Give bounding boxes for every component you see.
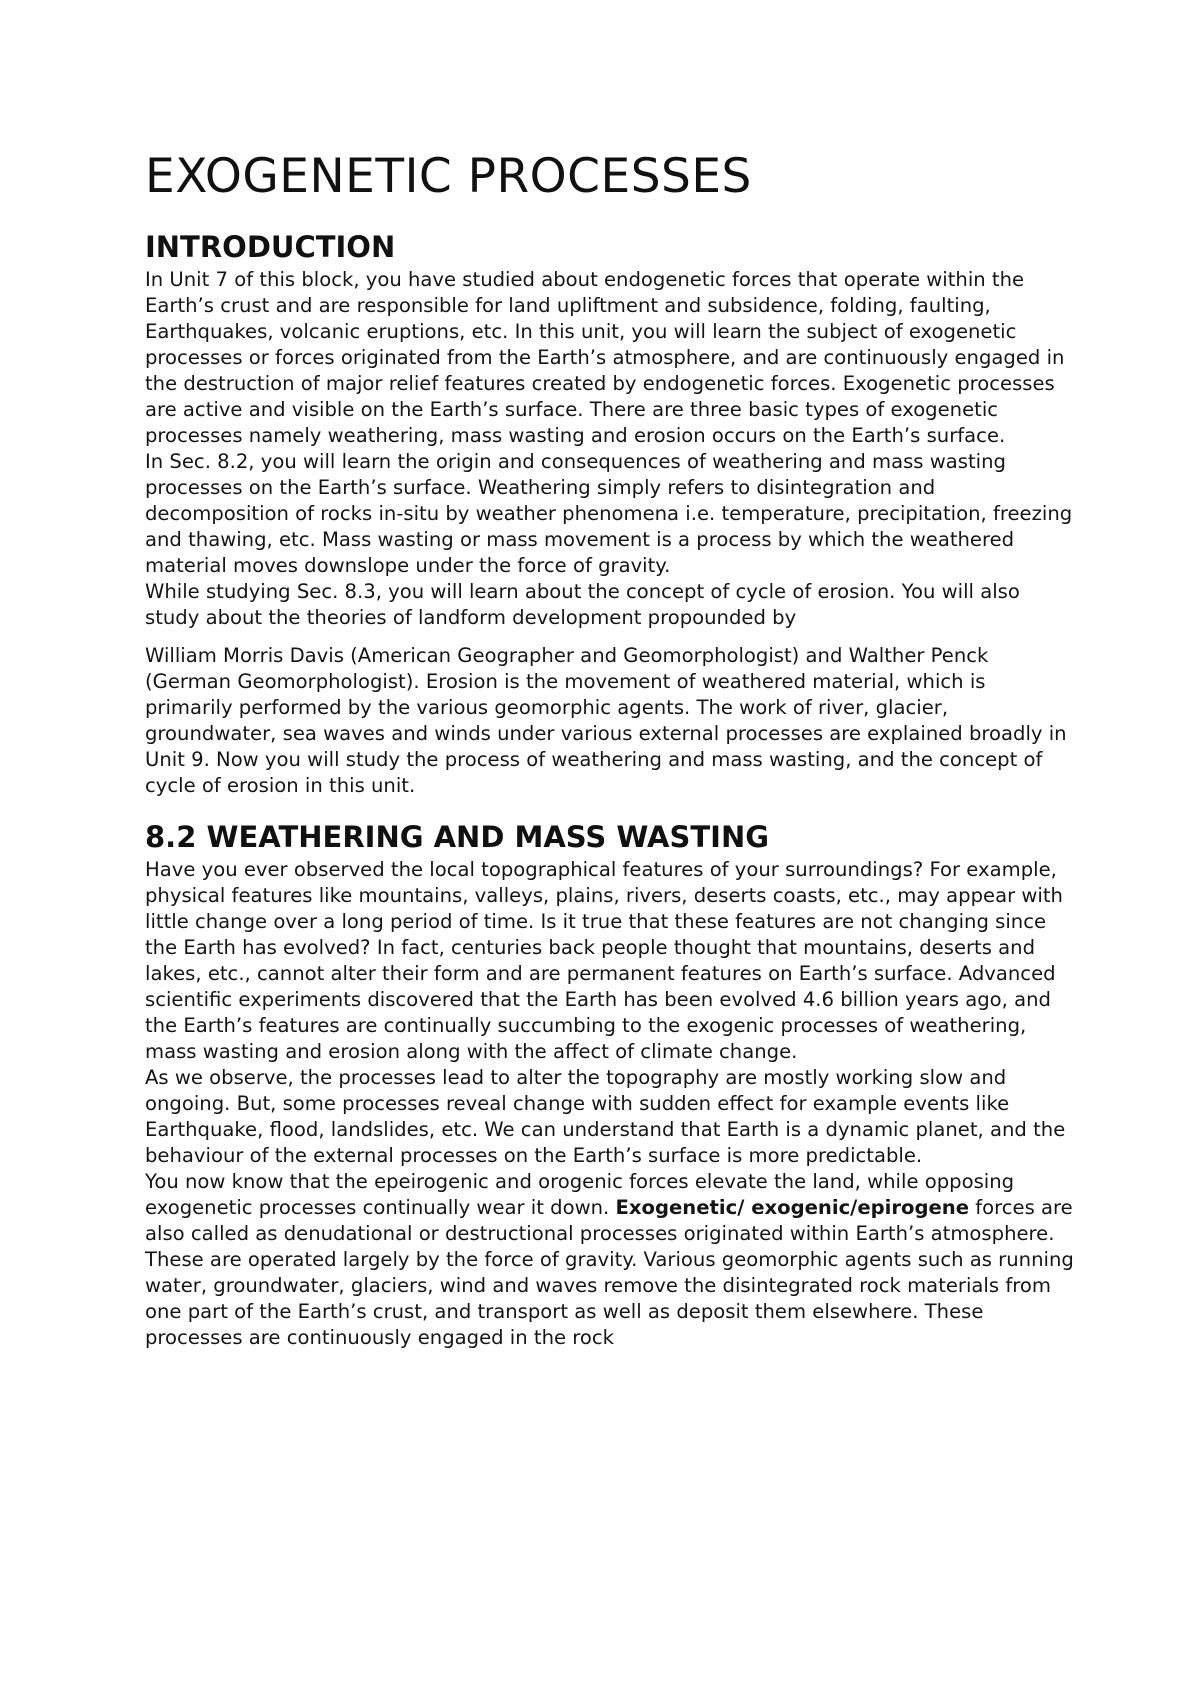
weathering-paragraph-3 (145, 1169, 1075, 1351)
section-heading-weathering: 8.2 WEATHERING AND MASS WASTING (145, 820, 770, 854)
intro-paragraph-4: William Morris Davis (American Geographer and Geomorphologist) and Walther Penck (German Geomorphologist). Erosion is the movement of weathered material, which is primarily performed by the various geomorphic agents. The work of river, glacier, groundwater, sea waves and winds under various external processes are explained broadly in Unit 9. Now you will study the process of weathering and mass wasting, and the concept of cycle of erosion in this unit. (145, 644, 1067, 797)
page-content (145, 145, 1075, 1351)
intro-paragraph-3: While studying Sec. 8.3, you will learn about the concept of cycle of erosion. You will also study about the theories of landform development propounded by (145, 580, 1020, 629)
document-title: EXOGENETIC PROCESSES (145, 149, 752, 204)
weathering-paragraph-2: As we observe, the processes lead to alter the topography are mostly working slow and ongoing. But, some processes reveal change with sudden effect for example events like Earthquake, flood, landslides, etc. We can understand that Earth is a dynamic planet, and the behaviour of the external processes on the Earth’s surface is more predictable. (145, 1066, 1066, 1167)
bold-term-exogenetic: Exogenetic/ exogenic/epirogene (615, 1196, 970, 1219)
intro-paragraph-1: In Unit 7 of this block, you have studied about endogenetic forces that operate within the Earth’s crust and are responsible for land upliftment and subsidence, folding, faulting, Earthquakes, volcanic eruptions, etc. In this unit, you will learn the subject of exogenetic processes or forces originated from the Earth’s atmosphere, and are continuously engaged in the destruction of major relief features created by endogenetic forces. Exogenetic processes are active and visible on the Earth’s surface. There are three basic types of exogenetic processes namely weathering, mass wasting and erosion occurs on the Earth’s surface. (145, 268, 1065, 447)
weathering-paragraph-1: Have you ever observed the local topographical features of your surroundings? For example, physical features like mountains, valleys, plains, rivers, deserts coasts, etc., may appear with little change over a long period of time. Is it true that these features are not changing since the Earth has evolved? In fact, centuries back people thought that mountains, deserts and lakes, etc., cannot alter their form and are permanent features on Earth’s surface. Advanced scientific experiments discovered that the Earth has been evolved 4.6 billion years ago, and the Earth’s features are continually succumbing to the exogenic processes of weathering, mass wasting and erosion along with the affect of climate change. (145, 858, 1063, 1063)
weathering-paragraph-3-rest: forces are also called as denudational or destructional processes originated within Earth’s atmosphere. These are operated largely by the force of gravity. Various geomorphic agents such as running water, groundwater, glaciers, wind and waves remove the disintegrated rock materials from one part of the Earth’s crust, and transport as well as deposit them elsewhere. These processes are continuously engaged in the rock (145, 1196, 1074, 1349)
section-heading-introduction: INTRODUCTION (145, 230, 396, 264)
intro-paragraph-2: In Sec. 8.2, you will learn the origin and consequences of weathering and mass wasting processes on the Earth’s surface. Weathering simply refers to disintegration and decomposition of rocks in-situ by weather phenomena i.e. temperature, precipitation, freezing and thawing, etc. Mass wasting or mass movement is a process by which the weathered material moves downslope under the force of gravity. (145, 450, 1073, 577)
weathering-paragraph-3-lead: You now know that the epeirogenic and orogenic forces elevate the land, while opposing exogenetic processes continually wear it down. (145, 1170, 1015, 1219)
